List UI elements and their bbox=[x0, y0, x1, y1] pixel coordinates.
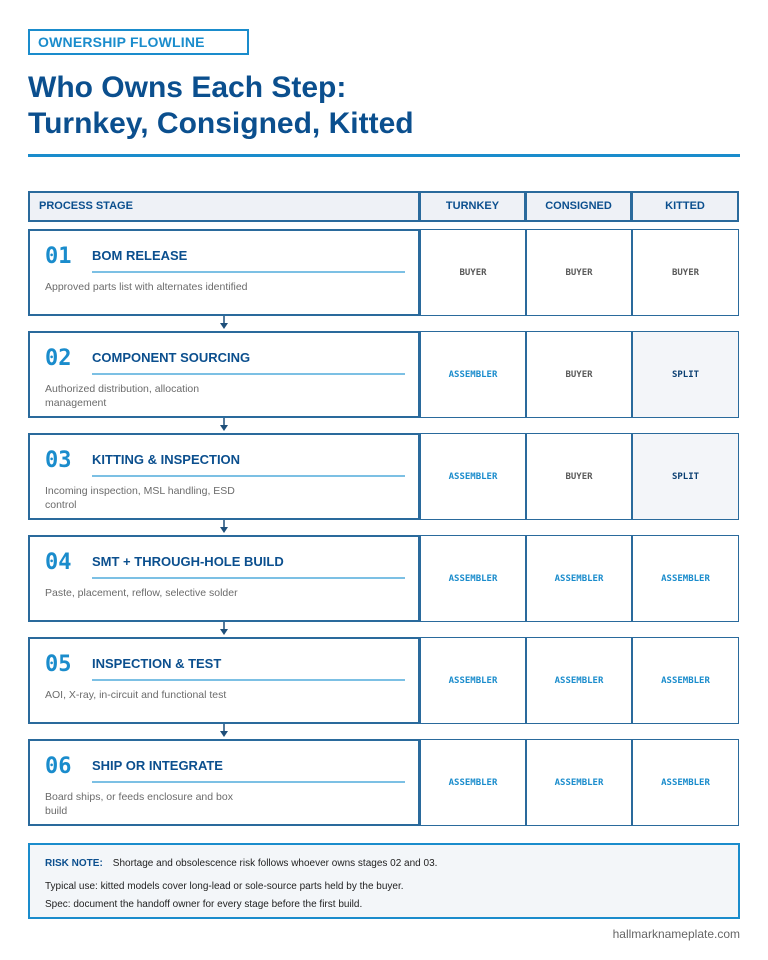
stage-description: Authorized distribution, allocation management bbox=[45, 383, 200, 409]
stage-name: COMPONENT SOURCING bbox=[92, 350, 251, 365]
stage-description: AOI, X-ray, in-circuit and functional test bbox=[45, 689, 227, 701]
table-row bbox=[28, 535, 739, 622]
stage-cell bbox=[28, 535, 420, 622]
risk-note bbox=[28, 843, 740, 919]
footer-domain: hallmarknameplate.com bbox=[612, 927, 740, 941]
owner-turnkey: ASSEMBLER bbox=[420, 637, 526, 724]
table-row bbox=[28, 229, 739, 316]
stage-number: 02 bbox=[45, 346, 72, 371]
header-kitted: KITTED bbox=[632, 191, 739, 222]
owner-turnkey: BUYER bbox=[420, 229, 526, 316]
owner-turnkey: ASSEMBLER bbox=[420, 331, 526, 418]
stage-cell bbox=[28, 433, 420, 520]
stage-underline bbox=[92, 577, 405, 579]
stage-cell bbox=[28, 331, 420, 418]
owner-consigned: BUYER bbox=[526, 229, 632, 316]
note-line-2: Typical use: kitted models cover long-lead or sole-source parts held by the buyer. bbox=[45, 881, 404, 892]
flow-arrow-icon bbox=[218, 418, 230, 432]
table-row bbox=[28, 739, 739, 826]
stage-description: Paste, placement, reflow, selective solder bbox=[45, 587, 238, 599]
flow-arrow-icon bbox=[218, 724, 230, 738]
table-row bbox=[28, 433, 739, 520]
flow-arrow-icon bbox=[218, 622, 230, 636]
header-consigned: CONSIGNED bbox=[526, 191, 632, 222]
owner-consigned: BUYER bbox=[526, 433, 632, 520]
table-header bbox=[28, 191, 739, 222]
stage-underline bbox=[92, 781, 405, 783]
owner-kitted: BUYER bbox=[632, 229, 739, 316]
note-label: RISK NOTE: bbox=[45, 858, 103, 869]
stage-name: INSPECTION & TEST bbox=[92, 656, 222, 671]
stage-name: KITTING & INSPECTION bbox=[92, 452, 241, 467]
stage-cell bbox=[28, 637, 420, 724]
owner-consigned: ASSEMBLER bbox=[526, 535, 632, 622]
stage-cell bbox=[28, 739, 420, 826]
stage-number: 01 bbox=[45, 244, 72, 269]
stage-cell bbox=[28, 229, 420, 316]
stage-number: 03 bbox=[45, 448, 72, 473]
stage-underline bbox=[92, 475, 405, 477]
owner-kitted: SPLIT bbox=[632, 433, 739, 520]
title-divider bbox=[28, 154, 740, 157]
stage-number: 06 bbox=[45, 754, 72, 779]
owner-turnkey: ASSEMBLER bbox=[420, 739, 526, 826]
stage-name: SHIP OR INTEGRATE bbox=[92, 758, 223, 773]
title-line-2: Turnkey, Consigned, Kitted bbox=[28, 107, 414, 140]
note-line-1 bbox=[45, 858, 437, 869]
header-process-stage: PROCESS STAGE bbox=[28, 191, 420, 222]
stage-description: Incoming inspection, MSL handling, ESD control bbox=[45, 485, 235, 511]
flow-arrow-icon bbox=[218, 520, 230, 534]
owner-consigned: ASSEMBLER bbox=[526, 739, 632, 826]
stage-name: BOM RELEASE bbox=[92, 248, 188, 263]
owner-consigned: ASSEMBLER bbox=[526, 637, 632, 724]
stage-underline bbox=[92, 679, 405, 681]
stage-number: 04 bbox=[45, 550, 72, 575]
owner-kitted: ASSEMBLER bbox=[632, 637, 739, 724]
owner-turnkey: ASSEMBLER bbox=[420, 433, 526, 520]
owner-kitted: SPLIT bbox=[632, 331, 739, 418]
flow-arrow-icon bbox=[218, 316, 230, 330]
stage-description: Board ships, or feeds enclosure and box build bbox=[45, 791, 233, 817]
owner-kitted: ASSEMBLER bbox=[632, 739, 739, 826]
note-text-1: Shortage and obsolescence risk follows whoever owns stages 02 and 03. bbox=[112, 858, 438, 869]
table-row bbox=[28, 637, 739, 724]
stage-underline bbox=[92, 373, 405, 375]
header-turnkey: TURNKEY bbox=[420, 191, 526, 222]
table-row bbox=[28, 331, 739, 418]
note-line-3: Spec: document the handoff owner for every stage before the first build. bbox=[45, 899, 363, 910]
title-line-1: Who Owns Each Step: bbox=[28, 71, 347, 104]
owner-turnkey: ASSEMBLER bbox=[420, 535, 526, 622]
stage-name: SMT + THROUGH-HOLE BUILD bbox=[92, 554, 284, 569]
section-tag: OWNERSHIP FLOWLINE bbox=[28, 29, 249, 55]
page-title bbox=[28, 70, 414, 142]
stage-number: 05 bbox=[45, 652, 72, 677]
owner-kitted: ASSEMBLER bbox=[632, 535, 739, 622]
stage-underline bbox=[92, 271, 405, 273]
owner-consigned: BUYER bbox=[526, 331, 632, 418]
stage-description: Approved parts list with alternates identified bbox=[45, 281, 248, 293]
